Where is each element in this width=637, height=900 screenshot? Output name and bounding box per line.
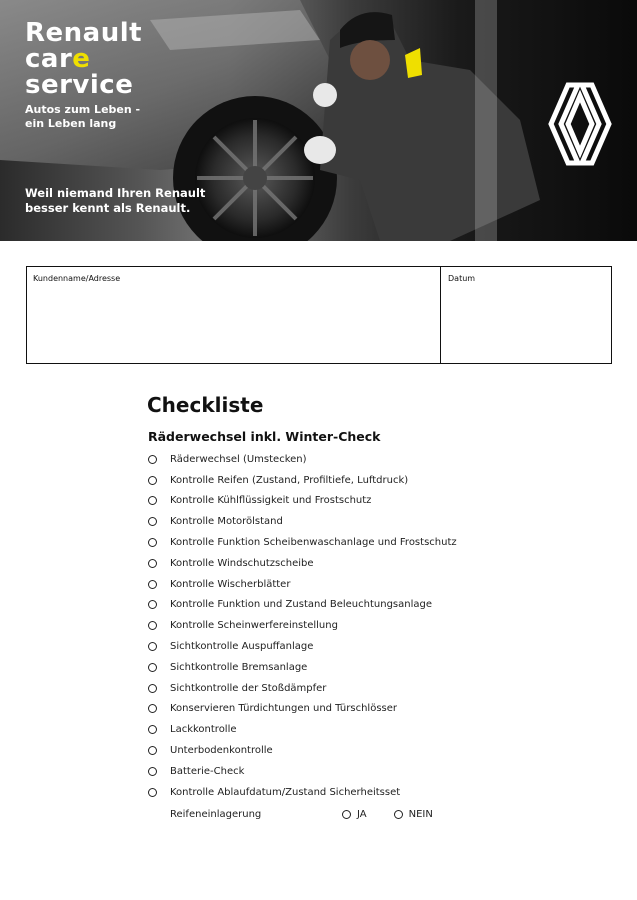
checklist-item-label: Räderwechsel (Umstecken) [170,453,307,465]
radio-circle-icon[interactable] [148,746,157,755]
radio-circle-icon[interactable] [148,767,157,776]
checklist-item [148,511,457,532]
checklist-item [148,553,457,574]
radio-circle-icon[interactable] [148,663,157,672]
customer-form [26,266,612,364]
radio-circle-icon[interactable] [148,538,157,547]
option-no-label: NEIN [408,808,433,820]
radio-circle-icon[interactable] [394,810,403,819]
radio-circle-icon[interactable] [148,517,157,526]
customer-name-label: Kundenname/Adresse [33,274,121,283]
checklist-item-label: Sichtkontrolle Auspuffanlage [170,641,314,653]
checklist-item-label: Sichtkontrolle der Stoßdämpfer [170,682,327,694]
checklist-item-label: Unterbodenkontrolle [170,745,273,757]
radio-circle-icon[interactable] [148,621,157,630]
radio-circle-icon[interactable] [148,476,157,485]
tagline-line-2: ein Leben lang [25,117,117,130]
checklist-item [148,636,457,657]
option-no[interactable] [394,809,433,820]
checklist-item [148,719,457,740]
checklist-item [148,532,457,553]
date-label: Datum [448,274,476,283]
checklist-item-label: Kontrolle Windschutzscheibe [170,557,314,569]
checklist-item [148,678,457,699]
brand-logo-text [25,20,142,131]
checklist-item-label: Konservieren Türdichtungen und Türschlösser [170,703,397,715]
checklist-title: Checkliste [147,393,264,417]
checklist-item [148,699,457,720]
checklist-item-label: Kontrolle Scheinwerfereinstellung [170,620,338,632]
checklist-item [148,491,457,512]
brand-line-2a: car [25,44,73,74]
radio-circle-icon[interactable] [148,725,157,734]
checklist-item-label: Kontrolle Funktion Scheibenwaschanlage und Frostschutz [170,537,457,549]
checklist-item [148,615,457,636]
checklist-item [148,657,457,678]
radio-circle-icon[interactable] [148,788,157,797]
checklist-item-label: Kontrolle Kühlflüssigkeit und Frostschutz [170,495,372,507]
checklist-item-label: Lackkontrolle [170,724,237,736]
radio-circle-icon[interactable] [148,704,157,713]
radio-circle-icon[interactable] [148,642,157,651]
checklist-item [148,761,457,782]
tire-storage-label: Reifeneinlagerung [170,808,262,820]
checklist-item-label: Kontrolle Motorölstand [170,516,283,528]
checklist-subtitle: Räderwechsel inkl. Winter-Check [148,429,381,444]
radio-circle-icon[interactable] [148,580,157,589]
checklist-item-label: Kontrolle Reifen (Zustand, Profiltiefe, Luftdruck) [170,474,409,486]
slogan [25,186,205,216]
checklist-item [148,449,457,470]
checklist-item-label: Kontrolle Ablaufdatum/Zustand Sicherheitsset [170,786,401,798]
radio-circle-icon[interactable] [342,810,351,819]
renault-diamond-icon [548,82,612,166]
checklist-item [148,574,457,595]
brand-line-2 [25,46,142,72]
radio-circle-icon[interactable] [148,455,157,464]
form-divider [440,267,441,363]
option-yes[interactable] [342,809,367,820]
tire-storage-row [170,806,460,822]
radio-circle-icon[interactable] [148,684,157,693]
slogan-line-2: besser kennt als Renault. [25,201,191,215]
slogan-line-1: Weil niemand Ihren Renault [25,186,206,200]
radio-circle-icon[interactable] [148,496,157,505]
brand-line-1: Renault [25,18,143,48]
checklist-item [148,782,457,803]
radio-circle-icon[interactable] [148,600,157,609]
radio-circle-icon[interactable] [148,559,157,568]
checklist-item-label: Kontrolle Wischerblätter [170,578,291,590]
checklist-item [148,595,457,616]
brand-line-3: service [25,70,134,100]
brand-line-2b: e [72,44,91,74]
tagline [25,103,142,131]
checklist-item-label: Batterie-Check [170,765,245,777]
checklist-items [148,449,457,803]
checklist-item-label: Kontrolle Funktion und Zustand Beleuchtungsanlage [170,599,432,611]
tagline-line-1: Autos zum Leben - [25,103,141,116]
checklist-item [148,470,457,491]
option-yes-label: JA [357,808,367,820]
checklist-item-label: Sichtkontrolle Bremsanlage [170,661,308,673]
checklist-item [148,740,457,761]
hero-banner [0,0,637,241]
